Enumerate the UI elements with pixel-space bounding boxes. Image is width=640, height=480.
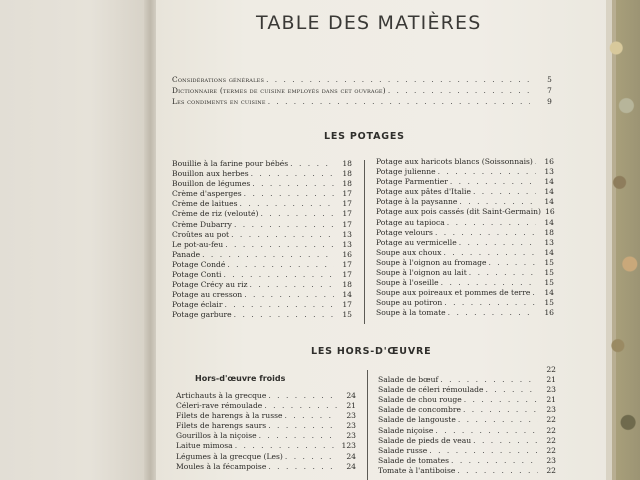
page-title: TABLE DES MATIÈRES — [256, 12, 482, 34]
toc-entry: Croûtes au pot . . . 13 — [172, 231, 352, 241]
toc-entry: Moules à la fécampoise . . . 24 — [176, 463, 356, 473]
toc-entry: Bouillon aux herbes . . . 18 — [172, 170, 352, 180]
toc-entry: Potage éclair . . . 17 — [172, 301, 352, 311]
toc-entry: Salade de bœuf . . . 21 — [378, 376, 556, 386]
toc-entry: Soupe à l'oignon au fromage . . . 15 — [376, 259, 554, 269]
toc-entry: Potage aux pâtes d'Italie . . . 14 — [376, 188, 554, 198]
toc-entry: Potage au cresson . . . 14 — [172, 291, 352, 301]
toc-entry: Potage Conti . . . 17 — [172, 271, 352, 281]
toc-entry: Potage Condé . . . 17 — [172, 261, 352, 271]
toc-entry: Le pot-au-feu . . . 13 — [172, 241, 352, 251]
hors-doeuvre-left-list — [176, 392, 356, 473]
toc-entry: Crème d'asperges . . . 17 — [172, 190, 352, 200]
toc-entry: Soupe à l'oignon au lait . . . 15 — [376, 269, 554, 279]
column-divider — [367, 370, 368, 480]
book-cover-edge — [606, 0, 640, 480]
toc-entry: Crème de riz (velouté) . . . 17 — [172, 210, 352, 220]
potages-left-list — [172, 160, 352, 322]
toc-entry: Salade de concombre . . . 23 — [378, 406, 556, 416]
toc-entry: Soupe à la tomate . . . 16 — [376, 309, 554, 319]
toc-entry: Potage velours . . . 18 — [376, 229, 554, 239]
subheading-hors-doeuvre-froids: Hors-d'œuvre froids — [195, 374, 286, 383]
toc-entry: Potage Parmentier . . . 14 — [376, 178, 554, 188]
toc-entry: Bouillon de légumes . . . 18 — [172, 180, 352, 190]
toc-entry: Salade de chou rouge . . . 21 — [378, 396, 556, 406]
toc-entry: Filets de harengs saurs . . . 23 — [176, 422, 356, 432]
toc-entry: Tomate à l'antiboise . . . 22 — [378, 467, 556, 477]
intro-list — [172, 76, 552, 109]
toc-entry: Légumes à la grecque (Les) . . . 24 — [176, 453, 356, 463]
toc-entry: Crème de laitues . . . 17 — [172, 200, 352, 210]
section-heading-hors-doeuvre: LES HORS-D'ŒUVRE — [311, 346, 432, 357]
toc-entry: Filets de harengs à la russe . . . 23 — [176, 412, 356, 422]
toc-entry: Soupe au potiron . . . 15 — [376, 299, 554, 309]
toc-entry: Potage aux pois cassés (dit Saint-Germain) 16 — [376, 207, 555, 217]
toc-entry: Bouillie à la farine pour bébés . . . 18 — [172, 160, 352, 170]
toc-entry: Panade . . . 16 — [172, 251, 352, 261]
toc-entry: Potage aux haricots blancs (Soissonnais) . . . 16 — [376, 158, 554, 168]
column-divider — [364, 160, 365, 324]
toc-entry: Gourillos à la niçoise . . . 23 — [176, 432, 356, 442]
toc-entry: Considérations générales . . . 5 — [172, 76, 552, 87]
toc-entry: Laitue mimosa . . . 123 — [176, 442, 356, 452]
toc-entry: Potage au tapioca . . . 14 — [376, 219, 554, 229]
left-page — [0, 0, 150, 480]
toc-entry: Potage au vermicelle . . . 13 — [376, 239, 554, 249]
toc-entry: Crème Dubarry . . . 17 — [172, 221, 352, 231]
toc-entry: Salade de céleri rémoulade . . . 23 — [378, 386, 556, 396]
toc-entry: Salade russe . . . 22 — [378, 447, 556, 457]
toc-entry: Salade niçoise . . . 22 — [378, 427, 556, 437]
toc-entry: Potage garbure . . . 15 — [172, 311, 352, 321]
toc-entry: Salade de langouste . . . 22 — [378, 416, 556, 426]
toc-entry: Soupe aux poireaux et pommes de terre . . . 14 — [376, 289, 554, 299]
toc-entry: Soupe à l'oseille . . . 15 — [376, 279, 554, 289]
section-heading-potages: LES POTAGES — [324, 131, 405, 142]
toc-entry: Potage à la paysanne . . . 14 — [376, 198, 554, 208]
toc-entry: Dictionnaire (termes de cuisine employés dans cet ouvrage) . . . 7 — [172, 87, 552, 98]
toc-entry: Soupe aux choux . . . 14 — [376, 249, 554, 259]
toc-entry: Artichauts à la grecque . . . 24 — [176, 392, 356, 402]
toc-entry: Salade de pieds de veau . . . 22 — [378, 437, 556, 447]
toc-entry: Salade de tomates . . . 23 — [378, 457, 556, 467]
potages-right-list — [376, 158, 554, 320]
toc-entry: Potage Crécy au riz . . . 18 — [172, 281, 352, 291]
hors-doeuvre-right-list — [378, 366, 556, 477]
toc-entry: Les condiments en cuisine . . . 9 — [172, 98, 552, 109]
toc-entry: Potage julienne . . . 13 — [376, 168, 554, 178]
toc-entry: Céleri-rave rémoulade . . . 21 — [176, 402, 356, 412]
toc-entry: 22 — [546, 365, 556, 374]
